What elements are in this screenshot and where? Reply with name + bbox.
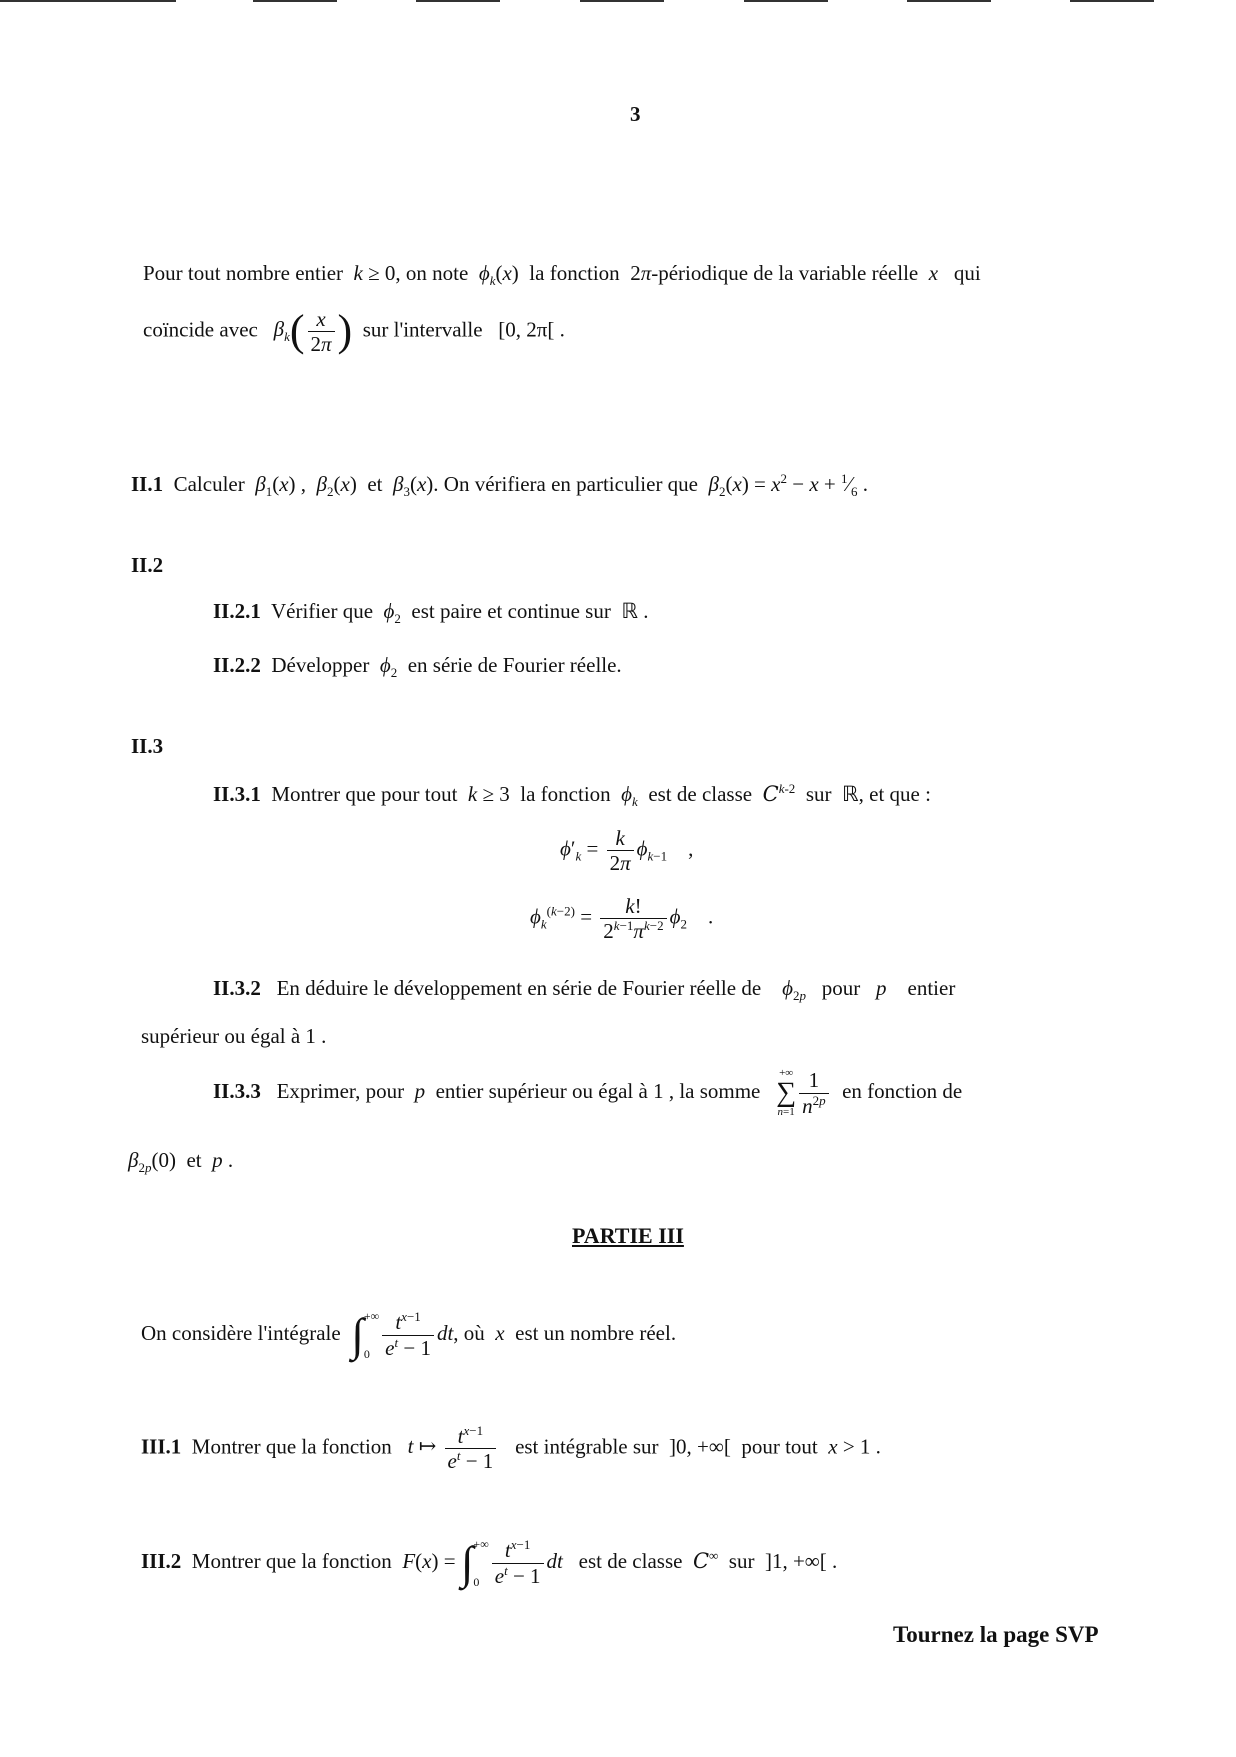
math-p-c: p <box>212 1148 223 1172</box>
question-II31-label: II.3.1 <box>213 782 261 806</box>
equation-phi-k-derivative: $\phi_k^{(k-2)}$ = $\frac{k!}{2^{k-1}\pi^{k-2}}$ $\phi_2$ . <box>530 894 714 944</box>
question-III2-text-c: sur <box>728 1548 755 1573</box>
math-class-C-inf: C∞ <box>692 1547 719 1573</box>
question-III2-text-d: ]1, +∞[ . <box>764 1548 838 1573</box>
question-III1 <box>141 1424 881 1473</box>
section-title-partie-III: PARTIE III <box>572 1223 684 1248</box>
question-III1-text-c: ]0, +∞[ <box>669 1434 731 1459</box>
question-II31-text-b: la fonction <box>520 782 611 806</box>
math-class-Ck-2: $C^{k-2}$ <box>762 781 796 806</box>
math-sum-1-over-n2p: +∞ ∑ n=1 $\frac{1}{n^{2p}}$ <box>776 1079 831 1103</box>
intro-text-d: -périodique de la variable réelle <box>651 261 919 285</box>
question-II31-text-e: , et que : <box>858 782 931 806</box>
math-beta2: $\beta_2(x)$ <box>316 472 357 500</box>
question-II22-text-b: en série de Fourier réelle. <box>407 653 622 677</box>
header-rule-4 <box>580 0 664 2</box>
question-II32-text-b: pour <box>821 976 861 1000</box>
intro-text-c: la fonction <box>529 261 620 285</box>
math-p-b: p <box>414 1078 426 1103</box>
math-beta-k-frac: $\beta_k$( $\frac{x}{2\pi}$ ) <box>273 306 353 357</box>
question-II1-text-a: Calculer <box>173 472 245 496</box>
equation-phi-k-prime: $\phi'_k$ = $\frac{k}{2\pi}$ $\phi_{k-1}$ , <box>560 826 694 876</box>
page-number: 3 <box>630 102 641 126</box>
math-p: p <box>876 976 887 1000</box>
question-II31-text-c: est de classe <box>648 782 753 806</box>
math-k-ge-3: k ≥ 3 <box>467 782 510 806</box>
question-II33-text-c: en fonction de <box>842 1078 963 1103</box>
question-III2-text-a: Montrer que la fonction <box>191 1548 392 1573</box>
question-III1-text-d: pour tout <box>741 1434 818 1459</box>
question-II22-text-a: Développer <box>271 653 370 677</box>
math-beta2-formula: $\beta_2(x) = x^2 - x$ + $^1⁄_6$ . <box>708 471 869 500</box>
math-x-gt-1: x > 1 . <box>828 1434 881 1459</box>
question-II1 <box>131 471 868 500</box>
question-II21-label: II.2.1 <box>213 599 261 623</box>
question-II21-text-b: est paire et continue sur <box>411 599 611 623</box>
question-II33-text-a: Exprimer, pour <box>276 1078 405 1103</box>
intro-text-e: qui <box>953 261 981 285</box>
math-R: ℝ <box>621 599 638 623</box>
question-III2 <box>141 1538 837 1588</box>
question-II33-cont: $\beta_{2p}(0)$ et p . <box>128 1148 234 1176</box>
question-III1-text-a: Montrer que la fonction <box>191 1434 392 1459</box>
header-rule-5 <box>744 0 828 2</box>
math-k-ge-0: k ≥ 0 <box>353 261 396 285</box>
question-II2-label: II.2 <box>131 553 164 577</box>
math-beta-2p-0: $\beta_{2p}(0)$ <box>128 1148 176 1176</box>
question-II3-label: II.3 <box>131 734 164 758</box>
partie-III-intro <box>141 1310 676 1360</box>
question-II22: II.2.2 Développer $\phi_2$ en série de Fourier réelle. <box>213 653 622 681</box>
intro-text-b: , on note <box>395 261 469 285</box>
question-II33 <box>213 1068 962 1118</box>
question-II22-label: II.2.2 <box>213 653 261 677</box>
question-II33-label: II.3.3 <box>213 1078 261 1103</box>
question-II32-cont: supérieur ou égal à 1 . <box>141 1024 327 1048</box>
header-rule-3 <box>416 0 500 2</box>
question-III2-label: III.2 <box>141 1548 182 1573</box>
math-phi2: ϕ <box>383 599 395 623</box>
question-II33-text-d: et <box>186 1148 202 1172</box>
math-phi2-b: ϕ <box>379 653 391 677</box>
math-map-t: t ↦ $\frac{t^{x-1}}{e^t - 1}$ <box>408 1434 500 1458</box>
intro-text-line2-a: coïncide avec <box>143 317 258 342</box>
partie-III-intro-text-c: est un nombre réel. <box>515 1320 677 1345</box>
header-rule-1 <box>0 0 176 2</box>
math-2pi: 2π <box>630 261 652 285</box>
partie-III-intro-text-b: , où <box>453 1320 485 1345</box>
header-rule-6 <box>907 0 991 2</box>
header-rule-7 <box>1070 0 1154 2</box>
math-phi-2p: ϕ <box>782 976 794 1000</box>
question-II1-text-b: et <box>367 472 383 496</box>
question-II1-label: II.1 <box>131 472 164 496</box>
intro-text-line2-b: sur l'intervalle <box>362 317 483 342</box>
intro-text-a: Pour tout nombre entier <box>143 261 344 285</box>
footer-turn-page: Tournez la page SVP <box>893 1622 1099 1647</box>
math-F-integral: F(x) = ∫ +∞ 0 $\frac{t^{x-1}}{e^t - 1}$ dt <box>402 1537 563 1589</box>
question-III2-text-b: est de classe <box>578 1548 683 1573</box>
math-beta3: $\beta_3(x)$ <box>393 472 434 500</box>
math-R-b: ℝ <box>841 782 859 806</box>
intro-line-2 <box>143 307 565 356</box>
question-II1-text-c: . On vérifiera en particulier que <box>433 472 699 496</box>
math-phi-k: $\phi_k$ <box>621 782 638 810</box>
intro-line-1 <box>143 261 981 289</box>
header-rule-2 <box>253 0 337 2</box>
intro-text-line2-c: [0, 2π[ . <box>498 317 565 342</box>
question-III1-text-b: est intégrable sur <box>515 1434 659 1459</box>
question-II32-text-a: En déduire le développement en série de Fourier réelle de <box>276 976 762 1000</box>
question-II32-label: II.3.2 <box>213 976 261 1000</box>
question-II32-text-c: entier <box>907 976 956 1000</box>
question-III1-label: III.1 <box>141 1434 182 1459</box>
math-phi-k-x: $\phi_k(x)$ <box>478 261 519 289</box>
question-II31-text-a: Montrer que pour tout <box>271 782 458 806</box>
math-beta1: $\beta_1(x)$ , <box>255 472 307 500</box>
question-II32: II.3.2 En déduire le développement en série de Fourier réelle de $\phi_{2p}$ pour p entier <box>213 976 956 1004</box>
question-II31 <box>213 781 931 810</box>
question-II31-text-d: sur <box>805 782 832 806</box>
question-II33-text-b: entier supérieur ou égal à 1 , la somme <box>435 1078 761 1103</box>
math-x: x <box>928 261 939 285</box>
question-II21-text-a: Vérifier que <box>270 599 374 623</box>
partie-III-intro-text-a: On considère l'intégrale <box>141 1320 341 1345</box>
question-II21: II.2.1 Vérifier que $\phi_2$ est paire et continue sur ℝ . <box>213 599 649 627</box>
math-integral-t-over-et: ∫ +∞ 0 $\frac{t^{x-1}}{e^t - 1}$ dt <box>351 1309 454 1361</box>
math-x-b: x <box>495 1320 505 1345</box>
